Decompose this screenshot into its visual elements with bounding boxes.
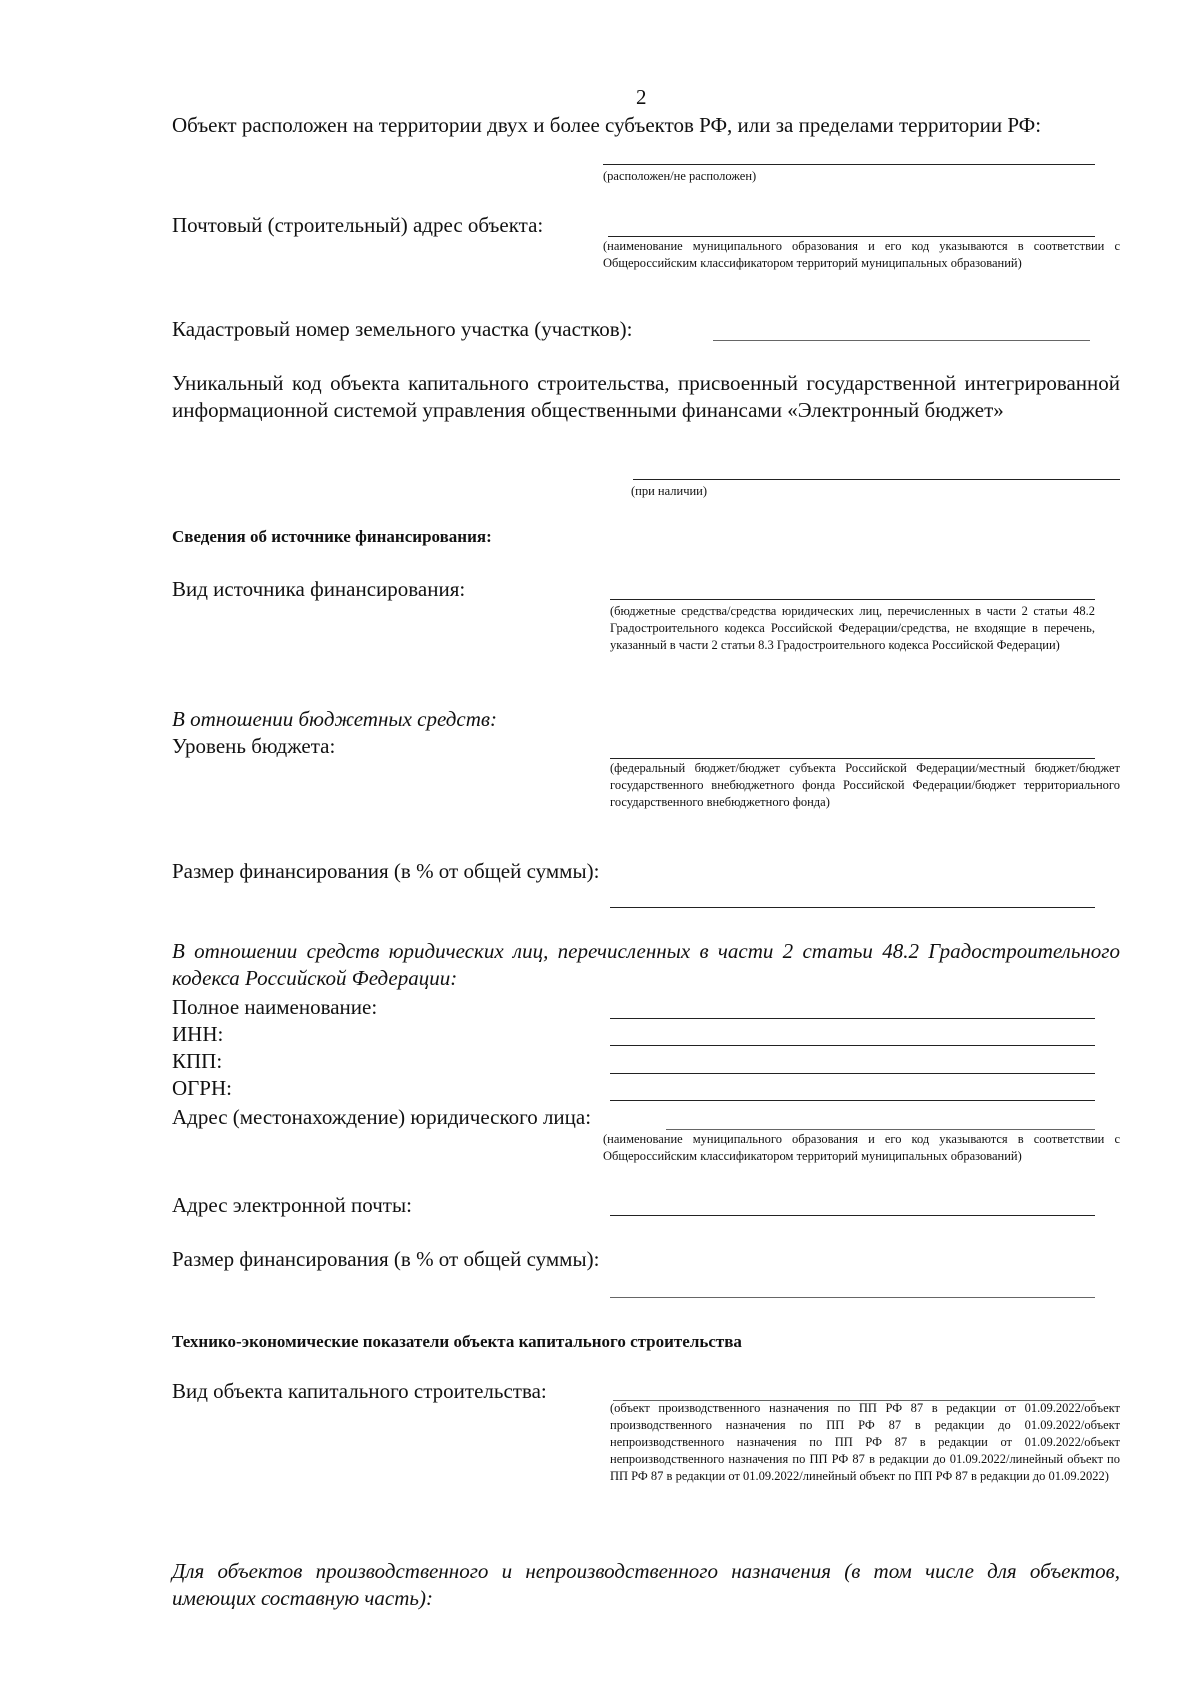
- financing-share-label-1: Размер финансирования (в % от общей суммы):: [172, 859, 600, 883]
- email-input-line[interactable]: [610, 1215, 1095, 1216]
- inn-label: ИНН:: [172, 1022, 224, 1046]
- email-label: Адрес электронной почты:: [172, 1193, 412, 1217]
- unique-code-text: Уникальный код объекта капитального строительства, присвоенный государственной интегрированной информационной системой управления общественными финансами «Электронный бюджет»: [172, 371, 1120, 422]
- budget-heading: В отношении бюджетных средств:: [172, 707, 498, 731]
- location-hint: (расположен/не расположен): [603, 169, 757, 183]
- financing-share-label-2: Размер финансирования (в % от общей суммы):: [172, 1247, 600, 1271]
- cadastral-input-line[interactable]: [713, 340, 1090, 341]
- legal-address-label: Адрес (местонахождение) юридического лица:: [172, 1105, 592, 1129]
- source-type-hint: (бюджетные средства/средства юридических лиц, перечисленных в части 2 статьи 48.2 Градостроительного кодекса Российской Федерации/средства, не входящие в перечень, указанный в части 2 статьи 8.3 Градостроительного кодекса Российской Федерации): [610, 604, 1095, 652]
- financing-share-input-line-1[interactable]: [610, 907, 1095, 908]
- financing-share-input-line-2[interactable]: [610, 1297, 1095, 1298]
- object-type-label: Вид объекта капитального строительства:: [172, 1379, 547, 1403]
- full-name-input-line[interactable]: [610, 1018, 1095, 1019]
- postal-address-label: Почтовый (строительный) адрес объекта:: [172, 213, 544, 237]
- location-question: Объект расположен на территории двух и более субъектов РФ, или за пределами территории РФ:: [172, 113, 1042, 137]
- kpp-input-line[interactable]: [610, 1073, 1095, 1074]
- postal-address-input-line[interactable]: [608, 236, 1095, 237]
- source-type-label: Вид источника финансирования:: [172, 577, 466, 601]
- full-name-label: Полное наименование:: [172, 995, 378, 1019]
- budget-level-hint: (федеральный бюджет/бюджет субъекта Российской Федерации/местный бюджет/бюджет государственного внебюджетного фонда Российской Федерации/бюджет территориального государственного внебюджетного фонда): [610, 761, 1120, 809]
- location-input-line[interactable]: [603, 164, 1095, 165]
- legal-address-input-line[interactable]: [666, 1129, 1095, 1130]
- postal-address-hint: (наименование муниципального образования и его код указываются в соответствии с Общероссийским классификатором территорий муниципальных образований): [603, 239, 1120, 270]
- inn-input-line[interactable]: [610, 1045, 1095, 1046]
- ogrn-input-line[interactable]: [610, 1100, 1095, 1101]
- legal-entities-heading: В отношении средств юридических лиц, перечисленных в части 2 статьи 48.2 Градостроительного кодекса Российской Федерации:: [172, 939, 1120, 990]
- tep-heading: Технико-экономические показатели объекта капитального строительства: [172, 1332, 742, 1351]
- object-type-hint: (объект производственного назначения по ПП РФ 87 в редакции от 01.09.2022/объект производственного назначения по ПП РФ 87 в редакции до 01.09.2022/объект непроизводственного назначения по ПП РФ 87 в редакции от 01.09.2022/объект непроизводственного назначения по ПП РФ 87 в редакции до 01.09.2022/линейный объект по ПП РФ 87 в редакции от 01.09.2022/линейный объект по ПП РФ 87 в редакции до 01.09.2022): [610, 1401, 1120, 1483]
- unique-code-hint: (при наличии): [631, 484, 708, 498]
- budget-level-input-line[interactable]: [610, 758, 1095, 759]
- budget-level-label: Уровень бюджета:: [172, 734, 336, 758]
- legal-address-hint: (наименование муниципального образования и его код указываются в соответствии с Общероссийским классификатором территорий муниципальных образований): [603, 1132, 1120, 1163]
- source-type-input-line[interactable]: [610, 599, 1095, 600]
- page-number: 2: [636, 85, 647, 109]
- unique-code-input-line[interactable]: [633, 479, 1120, 480]
- objects-note: Для объектов производственного и непроизводственного назначения (в том числе для объектов, имеющих составную часть):: [172, 1559, 1120, 1610]
- ogrn-label: ОГРН:: [172, 1076, 232, 1100]
- kpp-label: КПП:: [172, 1049, 223, 1073]
- cadastral-label: Кадастровый номер земельного участка (участков):: [172, 317, 633, 341]
- financing-heading: Сведения об источнике финансирования:: [172, 527, 492, 546]
